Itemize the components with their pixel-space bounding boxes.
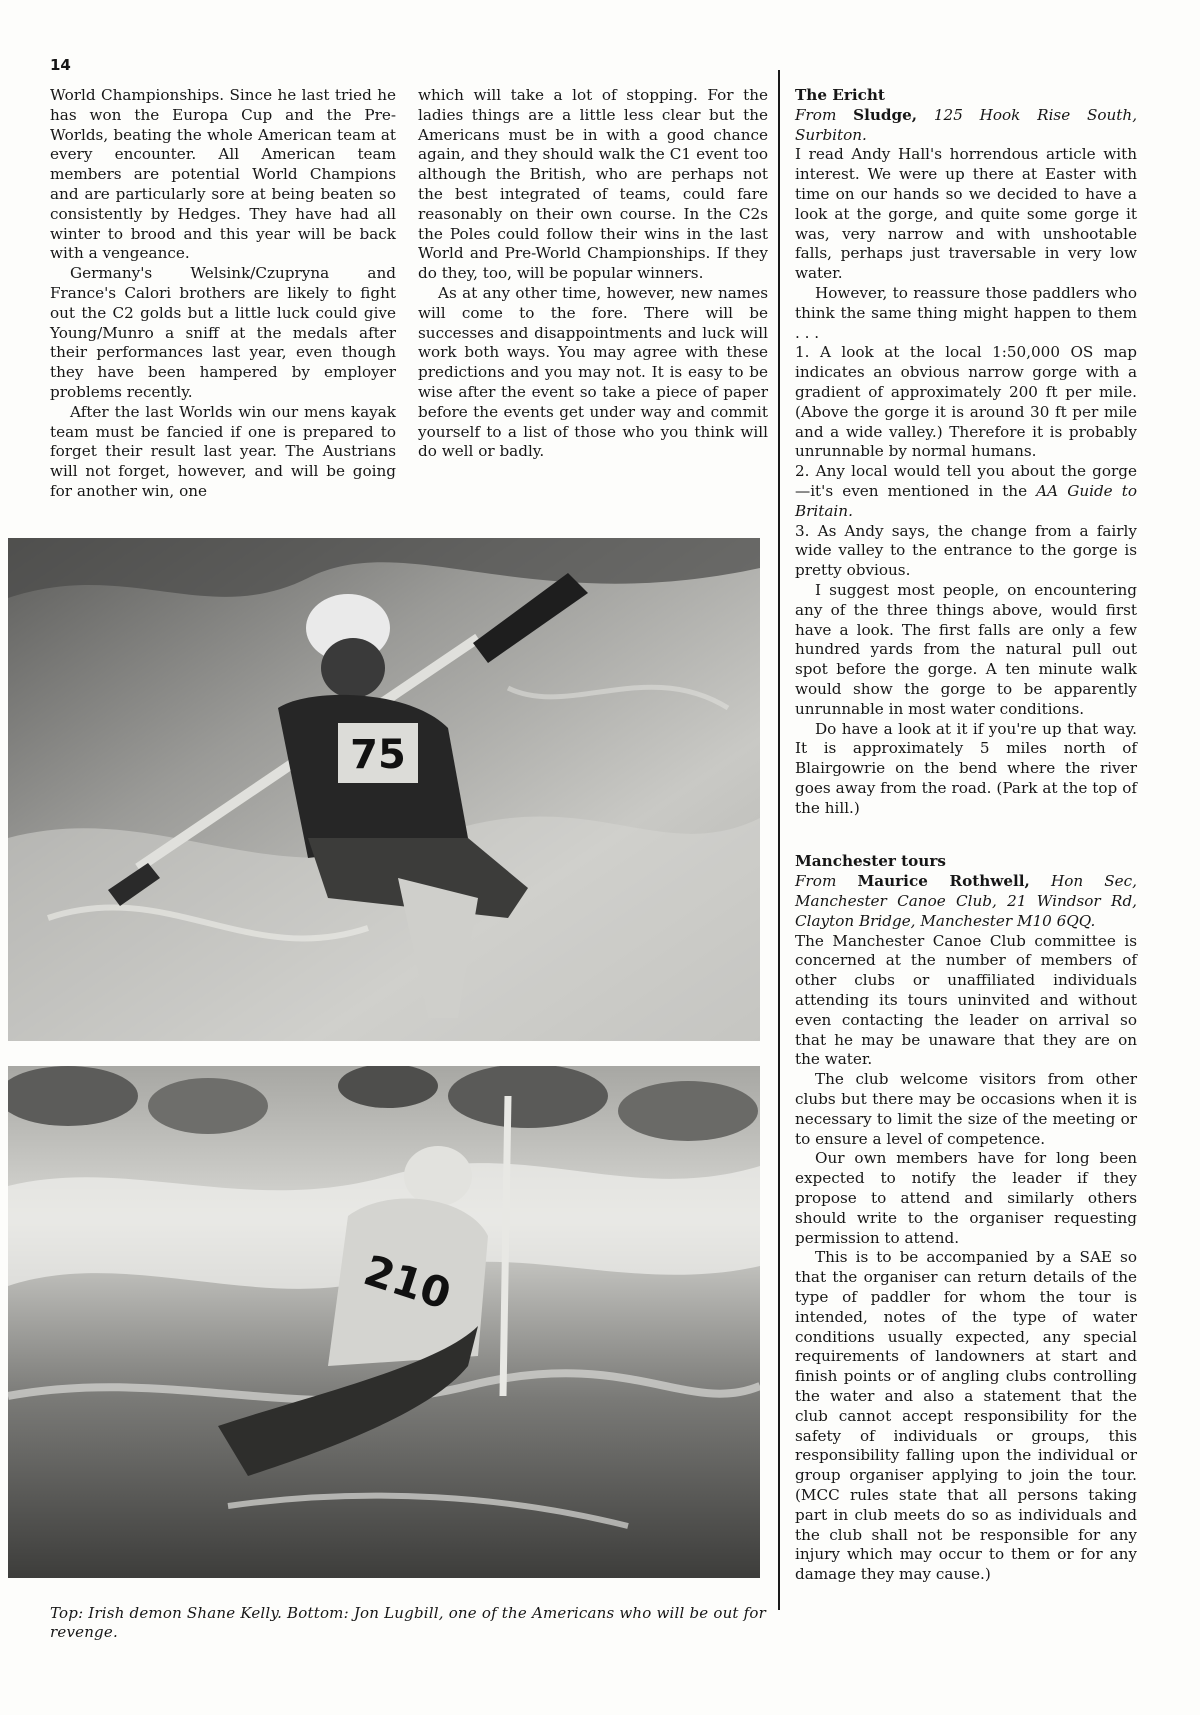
photo-canoeist	[8, 1066, 760, 1578]
letters-column	[795, 86, 1137, 1585]
letter-author: Sludge,	[853, 105, 918, 124]
article-paragraph: which will take a lot of stopping. For the ladies things are a little less clear but the Americans must be in with a good chance again, and they should walk the C1 event too although the British, who are perhaps not the best integrated of teams, could fare reasonably on their own course. In the C2s the Poles could follow their wins in the last World and Pre-World Championships. If they do they, too, will be popular winners.	[418, 86, 768, 283]
letter-ericht	[795, 86, 1137, 818]
letter-manchester-tours	[795, 852, 1137, 1584]
letter-byline: From Maurice Rothwell, Hon Sec, Manchester Canoe Club, 21 Windsor Rd, Clayton Bridge, Manchester M10 6QQ.	[795, 872, 1137, 930]
article-paragraph: World Championships. Since he last tried he has won the Europa Cup and the Pre-Worlds, beating the whole American team at every encounter. All American team members are potential World Champions and are particularly sore at being beaten so consistently by Hedges. They have had all winter to brood and this year will be back with a vengeance.	[50, 86, 396, 263]
article-paragraph: Germany's Welsink/Czupryna and France's Calori brothers are likely to fight out the C2 golds but a little luck could give Young/Munro a sniff at the medals after their performances last year, even though they have been hampered by employer problems recently.	[50, 264, 396, 401]
letter-paragraph: However, to reassure those paddlers who think the same thing might happen to them . . .	[795, 283, 1137, 342]
letter-paragraph: I suggest most people, on encountering any of the three things above, would first have a look. The first falls are only a few hundred yards from the natural pull out spot before the gorge. A ten minute walk would show the gorge to be apparently unrunnable in most water conditions.	[795, 580, 1137, 718]
letter-byline: From Sludge, 125 Hook Rise South, Surbiton.	[795, 105, 1138, 144]
page-number: 14	[50, 56, 71, 74]
letter-heading: Manchester tours	[795, 852, 946, 871]
letter-paragraph: This is to be accompanied by a SAE so that the organiser can return details of the type of paddler for whom the tour is intended, notes of the type of water conditions usually expected, any special requirements of landowners at start and finish points or of angling clubs controlling the water and also a statement that the club cannot accept responsibility for the safety of individuals or groups, this responsibility falling upon the individual or group organiser applying to join the tour. (MCC rules state that all persons taking part in club meets do so as individuals and the club shall not be responsible for any injury which may occur to them or for any damage they may cause.)	[795, 1248, 1137, 1584]
bib-number-top: 75	[350, 732, 406, 778]
letter-paragraph: I read Andy Hall's horrendous article with interest. We were up there at Easter with time on our hands so we decided to have a look at the gorge, and quite some gorge it was, very narrow and with unshootable falls, perhaps just traversable in very low water.	[795, 145, 1137, 283]
book-title: AA Guide to Britain.	[795, 481, 1138, 520]
letter-paragraph: Do have a look at it if you're up that way. It is approximately 5 miles north of Blairgowrie on the bend where the river goes away from the road. (Park at the top of the hill.)	[795, 719, 1137, 817]
photo-kayaker	[8, 538, 760, 1041]
letter-paragraph: Our own members have for long been expected to notify the leader if they propose to attend and similarly others should write to the organiser requesting permission to attend.	[795, 1149, 1137, 1247]
letter-author: Maurice Rothwell,	[857, 872, 1030, 891]
bib-number-bottom: 210	[358, 1245, 457, 1320]
letter-address: 125 Hook Rise South, Surbiton.	[795, 105, 1138, 144]
article-column-1	[50, 86, 396, 502]
article-column-2	[418, 86, 768, 462]
letter-address: Hon Sec, Manchester Canoe Club, 21 Windsor Rd, Clayton Bridge, Manchester M10 6QQ.	[795, 872, 1137, 930]
letter-paragraph: 3. As Andy says, the change from a fairly wide valley to the entrance to the gorge is pretty obvious.	[795, 521, 1137, 580]
letter-paragraph: The club welcome visitors from other clubs but there may be occasions when it is necessary to limit the size of the meeting or to ensure a level of competence.	[795, 1070, 1137, 1148]
column-divider	[778, 70, 780, 1610]
letter-paragraph: 1. A look at the local 1:50,000 OS map indicates an obvious narrow gorge with a gradient of approximately 200 ft per mile. (Above the gorge it is around 30 ft per mile and a wide valley.) Therefore it is probably unrunnable by normal humans.	[795, 343, 1137, 461]
letter-paragraph: The Manchester Canoe Club committee is concerned at the number of members of other clubs or unaffiliated individuals attending its tours uninvited and without even contacting the leader on arrival so that he may be unaware that they are on the water.	[795, 931, 1137, 1069]
photo-caption: Top: Irish demon Shane Kelly. Bottom: Jon Lugbill, one of the Americans who will be out for revenge.	[50, 1604, 766, 1641]
article-paragraph: After the last Worlds win our mens kayak team must be fancied if one is prepared to forget their result last year. The Austrians will not forget, however, and will be going for another win, one	[50, 402, 396, 500]
letter-paragraph: 2. Any local would tell you about the gorge—it's even mentioned in the AA Guide to Britain.	[795, 462, 1138, 520]
letter-heading: The Ericht	[795, 86, 885, 104]
article-paragraph: As at any other time, however, new names will come to the fore. There will be successes and disappointments and luck will work both ways. You may agree with these predictions and you may not. It is easy to be wise after the event so take a piece of paper before the events get under way and commit yourself to a list of those who you think will do well or badly.	[418, 283, 768, 461]
